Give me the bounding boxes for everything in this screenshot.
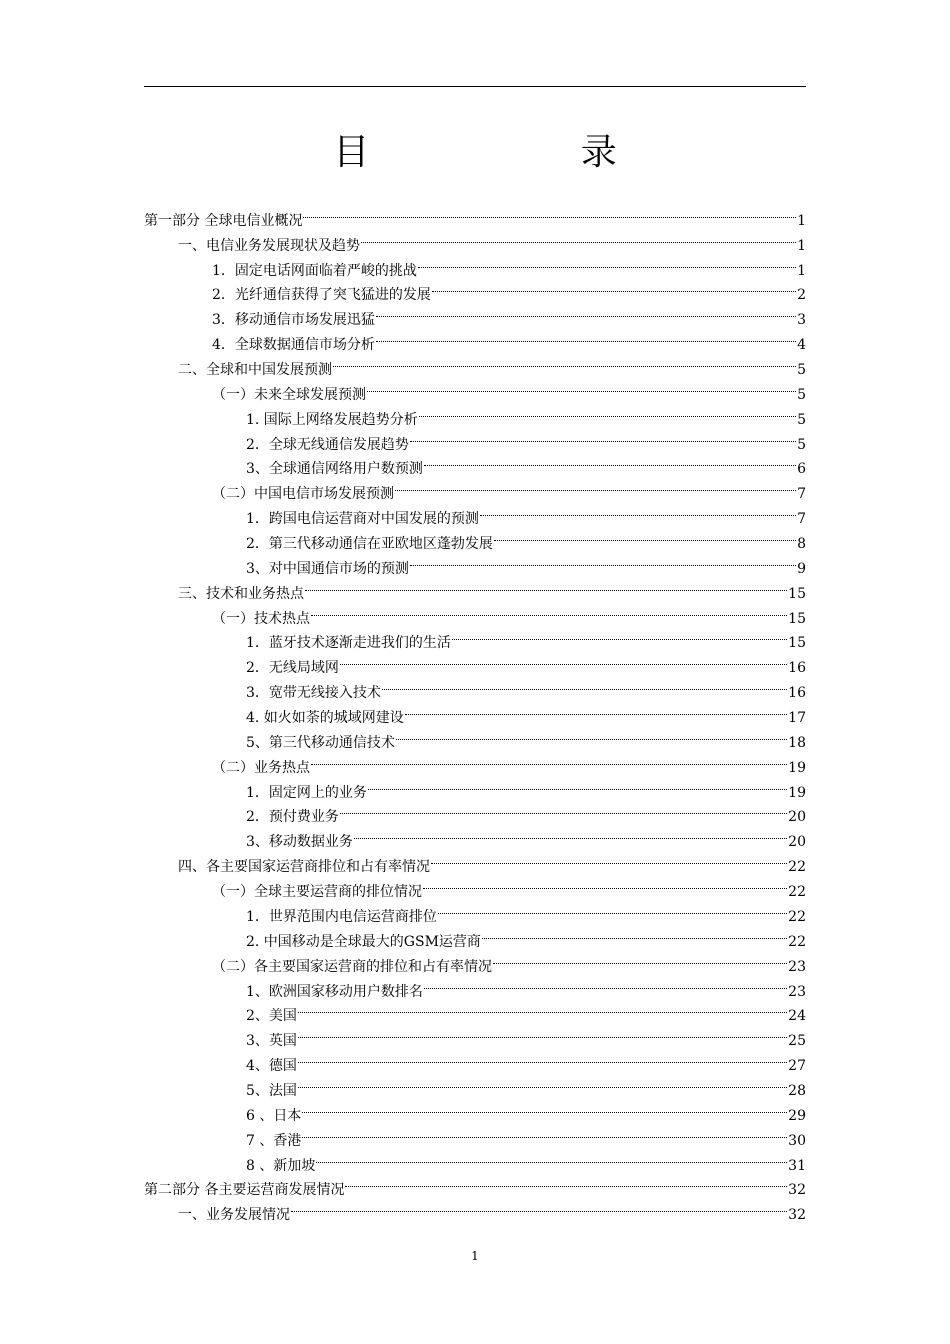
toc-entry-page: 5 [797, 411, 806, 428]
toc-dot-leader [395, 473, 796, 498]
toc-dot-leader [316, 1145, 787, 1170]
toc-dot-leader [423, 871, 787, 896]
toc-entry-page: 19 [788, 759, 806, 776]
toc-entry-title: 2．第三代移动通信在亚欧地区蓬勃发展 [246, 536, 493, 553]
toc-entry-page: 19 [788, 784, 806, 801]
toc-entry[interactable] [144, 846, 806, 876]
toc-dot-leader [302, 1120, 787, 1145]
toc-entry-title: 3、全球通信网络用户数预测 [246, 461, 423, 478]
toc-dot-leader [480, 498, 796, 523]
toc-entry-title: 4．全球数据通信市场分析 [212, 337, 375, 354]
toc-entry-title: 一、电信业务发展现状及趋势 [178, 237, 360, 254]
table-of-contents [144, 200, 806, 1224]
toc-dot-leader [493, 946, 787, 971]
toc-entry-title: 4、德国 [246, 1058, 297, 1075]
toc-entry-page: 31 [788, 1157, 806, 1174]
toc-entry[interactable] [144, 996, 806, 1025]
toc-entry-title: 1．蓝牙技术逐渐走进我们的生活 [246, 635, 451, 652]
toc-entry-title: 1．跨国电信运营商对中国发展的预测 [246, 511, 479, 528]
toc-entry-page: 8 [797, 536, 806, 553]
toc-entry[interactable] [144, 797, 806, 826]
toc-entry-title: 6 、日本 [246, 1107, 302, 1124]
toc-entry[interactable] [144, 1120, 806, 1149]
toc-dot-leader [298, 1020, 787, 1045]
toc-entry-title: 3、对中国通信市场的预测 [246, 560, 409, 577]
toc-entry-page: 18 [788, 734, 806, 751]
toc-entry[interactable] [144, 747, 806, 776]
toc-entry-title: 3．移动通信市场发展迅猛 [212, 312, 375, 329]
toc-entry-page: 4 [797, 337, 806, 354]
toc-dot-leader [424, 971, 787, 996]
toc-entry-title: （一）未来全球发展预测 [212, 386, 366, 403]
toc-entry[interactable] [144, 573, 806, 602]
toc-dot-leader [424, 449, 796, 474]
toc-dot-leader [340, 797, 787, 822]
toc-entry[interactable] [144, 1170, 806, 1199]
toc-dot-leader [432, 275, 796, 300]
toc-dot-leader [405, 697, 787, 722]
toc-dot-leader [311, 747, 787, 772]
toc-dot-leader [298, 996, 787, 1021]
toc-dot-leader [298, 1070, 787, 1095]
toc-entry-title: （一）全球主要运营商的排位情况 [212, 884, 422, 901]
toc-entry-title: （二）中国电信市场发展预测 [212, 486, 394, 503]
toc-entry-page: 25 [788, 1033, 806, 1050]
toc-dot-leader [333, 349, 796, 374]
toc-entry-title: 一、业务发展情况 [178, 1207, 290, 1224]
toc-entry[interactable] [144, 1095, 806, 1124]
toc-entry-title: 第一部分 全球电信业概况 [144, 212, 303, 229]
toc-entry[interactable] [144, 672, 806, 702]
toc-dot-leader [367, 374, 796, 399]
toc-entry-page: 17 [788, 710, 806, 727]
toc-entry-title: 3．宽带无线接入技术 [246, 685, 381, 702]
toc-entry-page: 1 [797, 262, 806, 279]
toc-entry[interactable] [144, 473, 806, 503]
toc-entry-title: 2．无线局域网 [246, 660, 339, 677]
toc-entry-page: 23 [788, 958, 806, 975]
toc-entry-page: 15 [788, 635, 806, 652]
toc-entry[interactable] [144, 548, 806, 577]
toc-entry-page: 2 [797, 287, 806, 304]
toc-dot-leader [311, 598, 787, 623]
toc-dot-leader [345, 1170, 787, 1195]
toc-entry-page: 22 [788, 884, 806, 901]
toc-entry-page: 27 [788, 1058, 806, 1075]
toc-entry-page: 16 [788, 685, 806, 702]
toc-entry-page: 29 [788, 1107, 806, 1124]
toc-entry-title: 四、各主要国家运营商排位和占有率情况 [178, 859, 430, 876]
toc-entry-title: 1．固定电话网面临着严峻的挑战 [212, 262, 417, 279]
toc-entry[interactable] [144, 1070, 806, 1099]
toc-dot-leader [298, 1045, 787, 1070]
toc-entry-page: 22 [788, 859, 806, 876]
toc-entry-page: 30 [788, 1132, 806, 1149]
toc-entry[interactable] [144, 200, 806, 229]
toc-dot-leader [382, 672, 787, 697]
toc-entry[interactable] [144, 921, 806, 950]
toc-entry-page: 15 [788, 610, 806, 627]
toc-dot-leader [303, 200, 796, 225]
toc-entry[interactable] [144, 697, 806, 727]
toc-entry-title: 5、第三代移动通信技术 [246, 734, 395, 751]
toc-entry-title: 2. 中国移动是全球最大的GSM运营商 [246, 933, 481, 950]
toc-entry-page: 32 [788, 1207, 806, 1224]
toc-entry[interactable] [144, 449, 806, 478]
toc-dot-leader [494, 523, 796, 548]
toc-entry-title: 4. 如火如荼的城域网建设 [246, 710, 404, 727]
toc-entry[interactable] [144, 821, 806, 851]
toc-entry-title: 3、英国 [246, 1033, 297, 1050]
toc-dot-leader [396, 722, 787, 747]
toc-entry-title: 1. 国际上网络发展趋势分析 [246, 411, 418, 428]
toc-entry-title: 3、移动数据业务 [246, 834, 353, 851]
toc-dot-leader [418, 250, 796, 275]
toc-entry[interactable] [144, 424, 806, 453]
toc-entry-page: 16 [788, 660, 806, 677]
toc-entry-page: 23 [788, 983, 806, 1000]
toc-entry-page: 28 [788, 1082, 806, 1099]
toc-entry-title: 2．预付费业务 [246, 809, 339, 826]
toc-entry-title: 第二部分 各主要运营商发展情况 [144, 1182, 345, 1199]
toc-dot-leader [361, 225, 796, 250]
toc-dot-leader [438, 896, 787, 921]
toc-dot-leader [419, 399, 796, 424]
toc-entry-title: 2．全球无线通信发展趋势 [246, 436, 409, 453]
toc-dot-leader [340, 647, 787, 672]
toc-dot-leader [410, 424, 796, 449]
toc-entry-page: 20 [788, 834, 806, 851]
toc-entry-page: 22 [788, 908, 806, 925]
toc-dot-leader [368, 772, 787, 797]
toc-entry[interactable] [144, 1020, 806, 1050]
toc-dot-leader [410, 548, 796, 573]
toc-entry-title: （二）各主要国家运营商的排位和占有率情况 [212, 958, 492, 975]
toc-dot-leader [431, 846, 787, 871]
toc-entry-page: 3 [797, 312, 806, 329]
toc-entry-title: 2、美国 [246, 1008, 297, 1025]
toc-entry-title: 5、法国 [246, 1082, 297, 1099]
toc-entry[interactable] [144, 1145, 806, 1174]
toc-entry-title: 2．光纤通信获得了突飞猛进的发展 [212, 287, 431, 304]
toc-dot-leader [302, 1095, 787, 1120]
toc-entry-title: 1．固定网上的业务 [246, 784, 367, 801]
toc-entry-title: （二）业务热点 [212, 759, 310, 776]
toc-dot-leader [354, 821, 787, 846]
toc-dot-leader [305, 573, 787, 598]
toc-entry-page: 20 [788, 809, 806, 826]
toc-entry-page: 5 [797, 362, 806, 379]
toc-dot-leader [482, 921, 787, 946]
toc-dot-leader [376, 324, 796, 349]
toc-entry-page: 7 [797, 486, 806, 503]
toc-entry-title: 二、全球和中国发展预测 [178, 362, 332, 379]
toc-entry[interactable] [144, 722, 806, 751]
toc-entry[interactable] [144, 647, 806, 677]
page-title: 目 录 [333, 132, 717, 173]
toc-entry-title: 8 、新加坡 [246, 1157, 316, 1174]
toc-entry-page: 9 [797, 560, 806, 577]
toc-entry-page: 15 [788, 585, 806, 602]
toc-entry[interactable] [144, 1045, 806, 1075]
toc-entry-page: 1 [797, 212, 806, 229]
toc-entry-title: （一）技术热点 [212, 610, 310, 627]
toc-entry-page: 5 [797, 436, 806, 453]
toc-dot-leader [452, 623, 787, 648]
toc-entry-page: 5 [797, 386, 806, 403]
toc-entry-title: 1．世界范围内电信运营商排位 [246, 908, 437, 925]
toc-entry-page: 24 [788, 1008, 806, 1025]
toc-entry-page: 32 [788, 1182, 806, 1199]
toc-entry-page: 22 [788, 933, 806, 950]
toc-dot-leader [376, 299, 796, 324]
header-rule [144, 86, 806, 87]
toc-entry-title: 7 、香港 [246, 1132, 302, 1149]
toc-entry-page: 6 [797, 461, 806, 478]
toc-dot-leader [291, 1194, 787, 1219]
toc-entry-title: 1、欧洲国家移动用户数排名 [246, 983, 423, 1000]
toc-entry-page: 7 [797, 511, 806, 528]
toc-entry-title: 三、技术和业务热点 [178, 585, 304, 602]
page-number: 1 [471, 1249, 479, 1263]
toc-entry-page: 1 [797, 237, 806, 254]
